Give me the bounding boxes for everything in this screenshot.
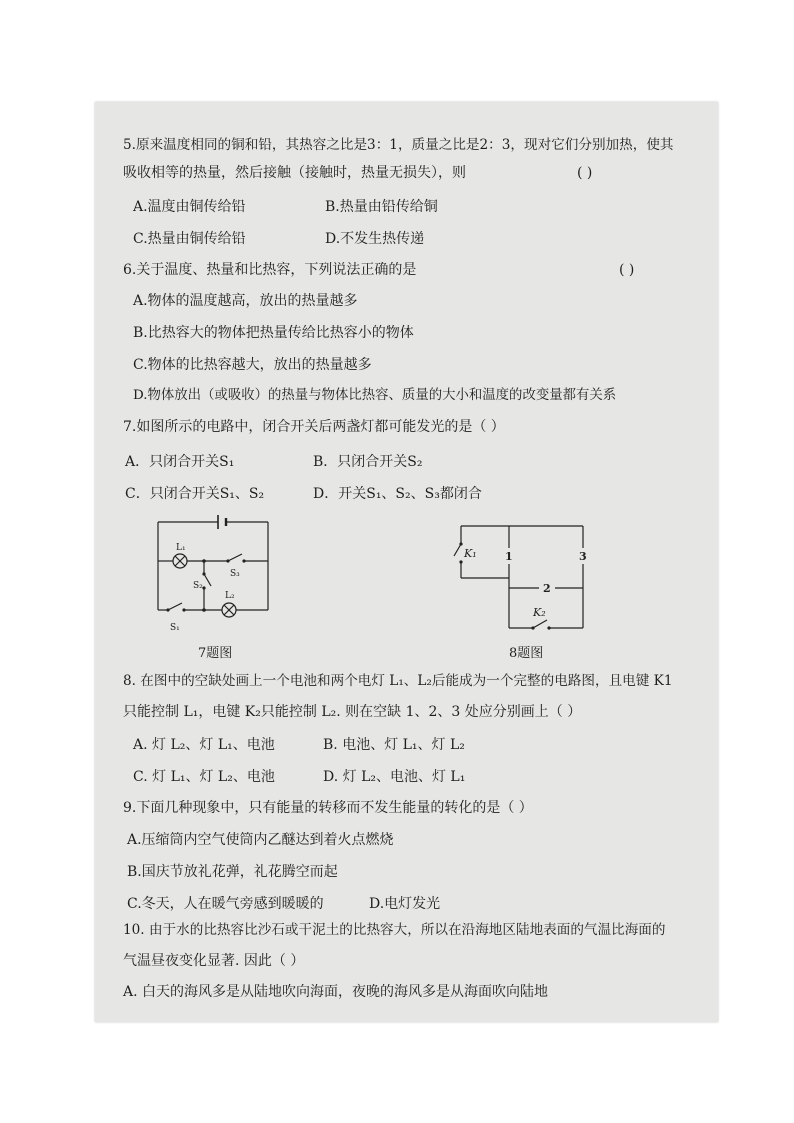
q8-option-c: C. 灯 L₁、灯 L₂、电池: [133, 769, 275, 785]
q9-option-b: B.国庆节放礼花弹，礼花腾空而起: [127, 864, 338, 880]
q10-stem-line1: 10. 由于水的比热容比沙石或干泥土的比热容大，所以在沿海地区陆地表面的气温比海面的: [123, 922, 666, 938]
fig8-blank-3: 3: [579, 550, 587, 563]
q5-stem-line2: 吸收相等的热量，然后接触（接触时，热量无损失），则: [123, 165, 466, 181]
q10-stem-line2: 气温昼夜变化显著. 因此（ ）: [123, 953, 305, 969]
q6-stem: 6.关于温度、热量和比热容，下列说法正确的是: [123, 262, 417, 278]
fig8-label-k2: K₂: [533, 606, 546, 619]
q7-option-c: C．只闭合开关S₁、S₂: [125, 486, 265, 502]
fig7-label-l1: L₁: [176, 543, 186, 553]
q8-stem-line1: 8. 在图中的空缺处画上一个电池和两个电灯 L₁、L₂后能成为一个完整的电路图，且电键 K1: [123, 673, 673, 689]
q7-option-a: A．只闭合开关S₁: [125, 454, 235, 470]
q8-option-b: B. 电池、灯 L₁、灯 L₂: [323, 737, 465, 753]
figure-8-circuit: [447, 520, 597, 638]
q8-option-d: D. 灯 L₂、电池、灯 L₁: [323, 769, 466, 785]
fig7-label-s3: S₃: [230, 569, 240, 579]
figure-8-caption: 8题图: [509, 646, 544, 661]
q6-answer-paren: ( ): [619, 262, 635, 278]
q6-option-d: D.物体放出（或吸收）的热量与物体比热容、质量的大小和温度的改变量都有关系: [133, 388, 617, 403]
figure-7-caption: 7题图: [198, 646, 233, 661]
q5-option-c: C.热量由铜传给铅: [133, 231, 246, 247]
q9-option-a: A.压缩筒内空气使筒内乙醚达到着火点燃烧: [127, 832, 394, 848]
q9-option-d: D.电灯发光: [369, 896, 441, 912]
q7-stem: 7.如图所示的电路中，闭合开关后两盏灯都可能发光的是（ ）: [123, 419, 505, 435]
q9-option-c: C.冬天，人在暖气旁感到暖暖的: [127, 896, 324, 912]
fig7-label-l2: L₂: [225, 591, 235, 601]
q6-option-a: A.物体的温度越高，放出的热量越多: [133, 293, 358, 309]
q7-option-d: D．开关S₁、S₂、S₃都闭合: [313, 486, 482, 502]
fig7-label-s2: S₂: [193, 581, 203, 591]
q7-option-b: B．只闭合开关S₂: [313, 454, 423, 470]
q5-option-b: B.热量由铅传给铜: [325, 199, 438, 215]
q8-option-a: A. 灯 L₂、灯 L₁、电池: [133, 737, 275, 753]
q5-option-a: A.温度由铜传给铅: [133, 199, 246, 215]
fig8-blank-2: 2: [543, 582, 551, 595]
q6-option-b: B.比热容大的物体把热量传给比热容小的物体: [133, 325, 414, 341]
fig8-label-k1: K₁: [464, 547, 477, 560]
q5-stem-line1: 5.原来温度相同的铜和铅，其热容之比是3：1，质量之比是2：3，现对它们分别加热，使其: [123, 137, 674, 153]
q5-answer-paren: ( ): [577, 165, 593, 181]
figure-7-circuit: [150, 512, 280, 637]
q10-option-a: A. 白天的海风多是从陆地吹向海面，夜晚的海风多是从海面吹向陆地: [123, 984, 549, 1000]
q6-option-c: C.物体的比热容越大，放出的热量越多: [133, 357, 372, 373]
q8-stem-line2: 只能控制 L₁，电键 K₂只能控制 L₂. 则在空缺 1、2、3 处应分别画上（ ）: [123, 704, 582, 720]
fig7-label-s1: S₁: [170, 623, 180, 633]
exam-page: [95, 102, 718, 1022]
fig8-blank-1: 1: [505, 550, 513, 563]
q9-stem: 9.下面几种现象中，只有能量的转移而不发生能量的转化的是（ ）: [123, 800, 533, 816]
q5-option-d: D.不发生热传递: [325, 231, 425, 247]
